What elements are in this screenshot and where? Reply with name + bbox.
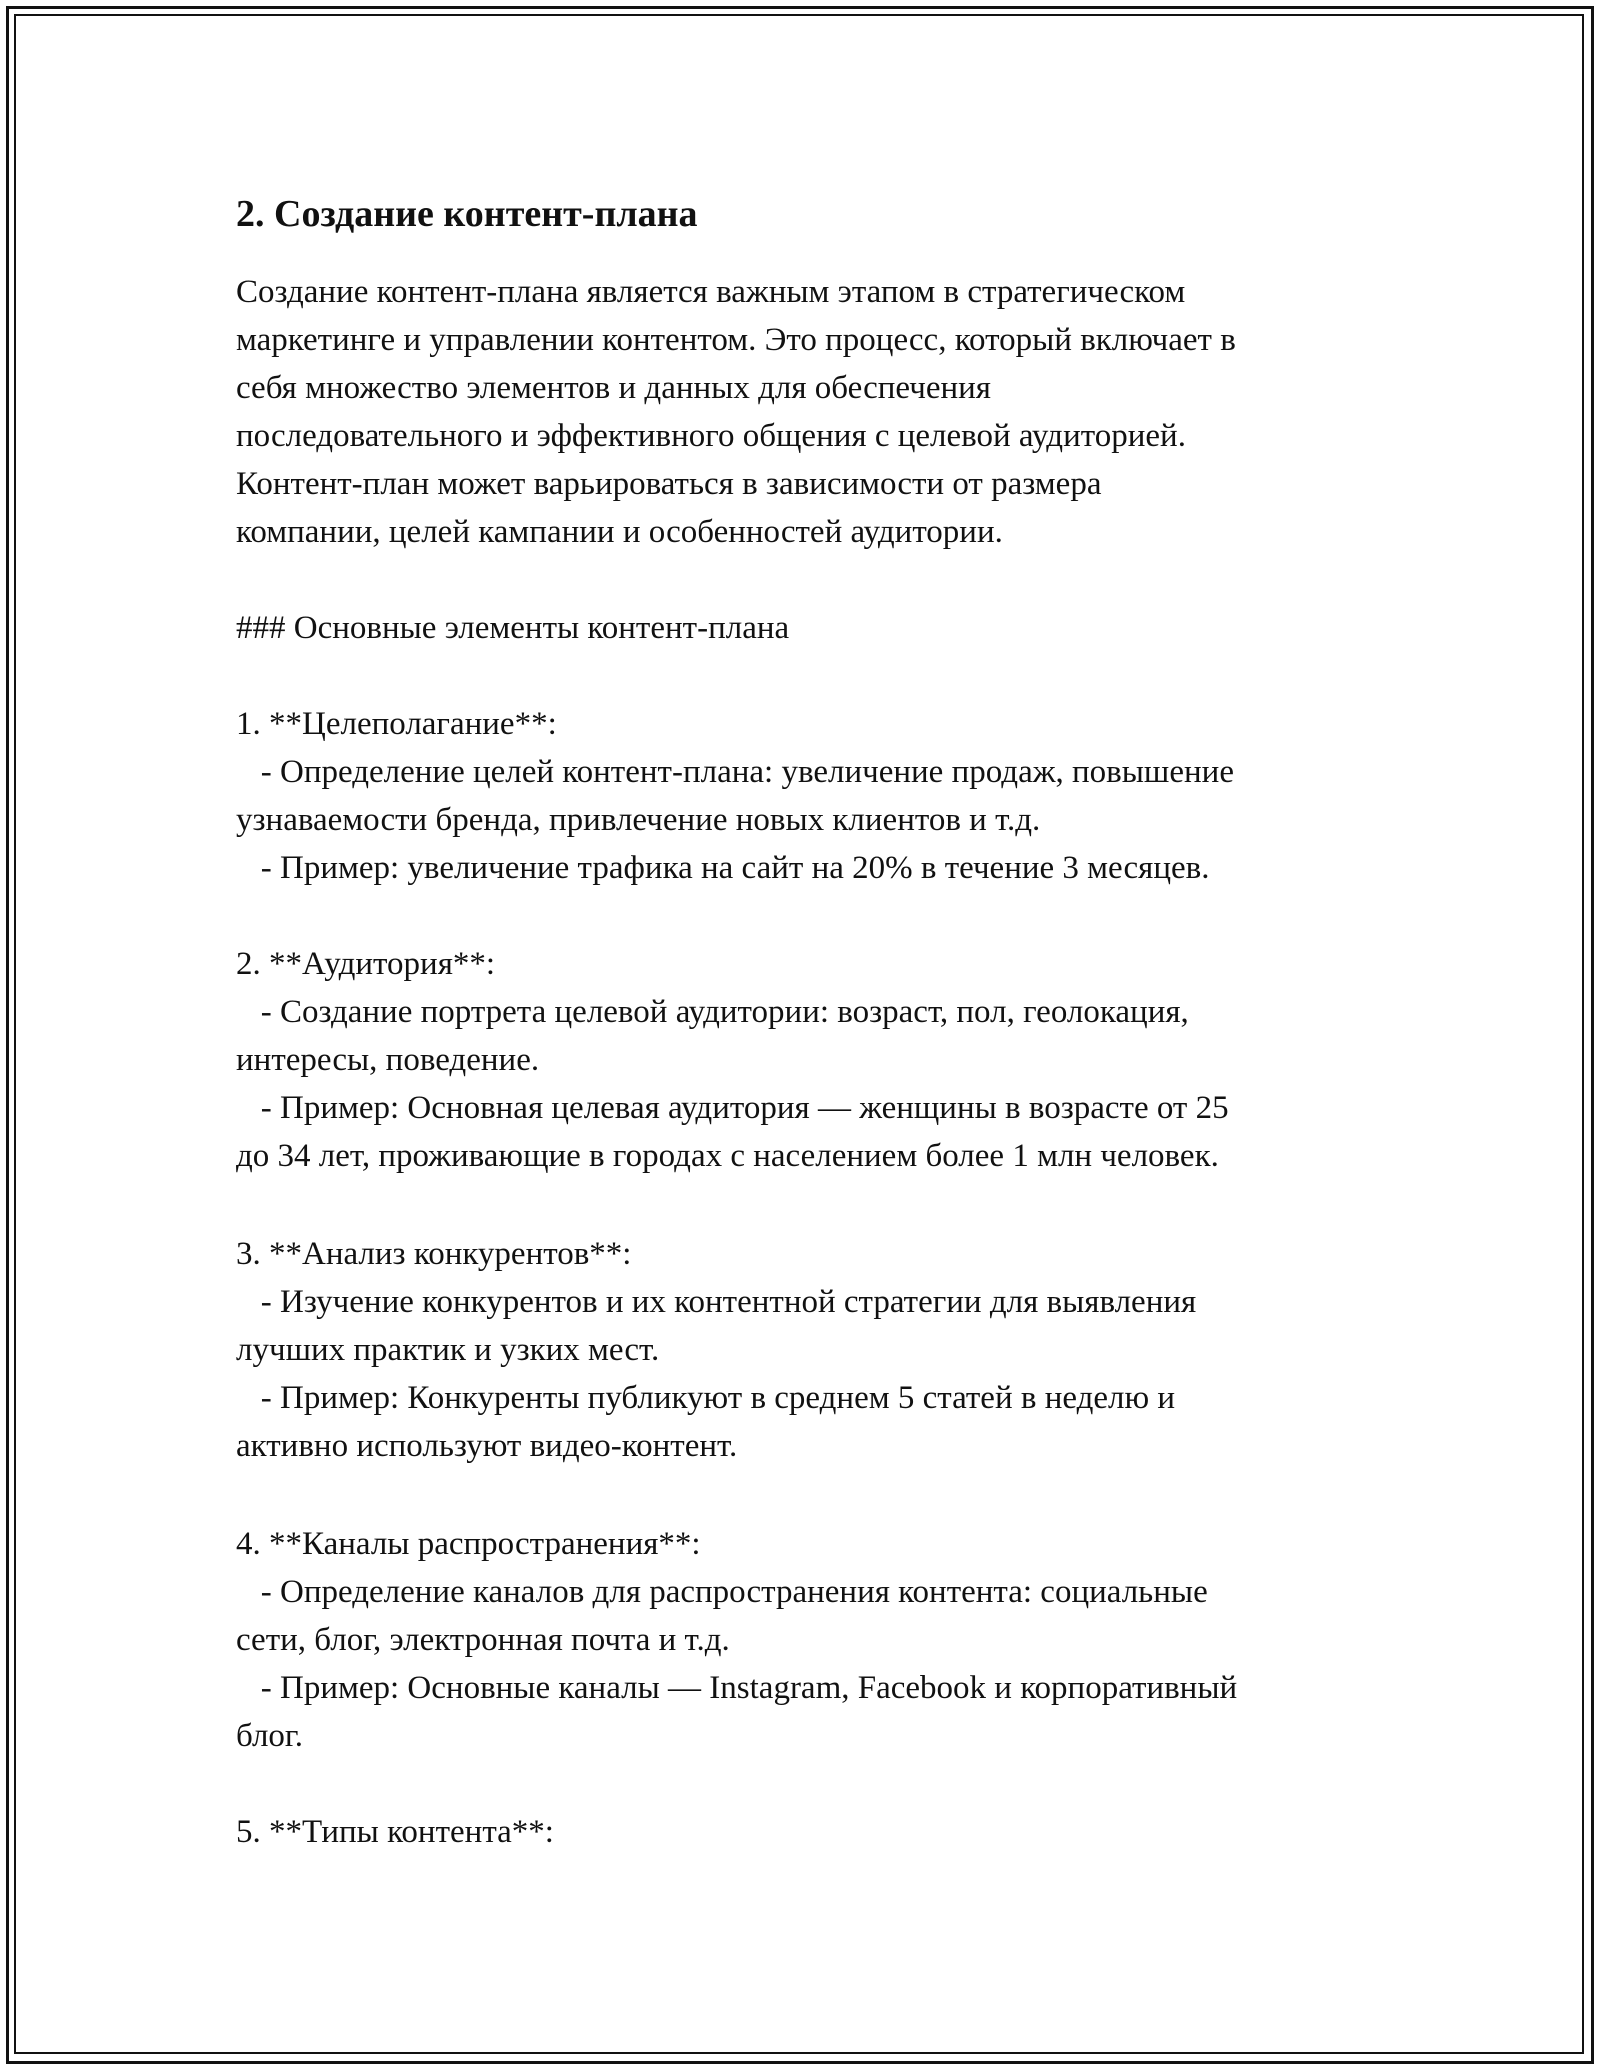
intro-line: компании, целей кампании и особенностей аудитории. xyxy=(236,514,1003,550)
list-item-line: узнаваемости бренда, привлечение новых клиентов и т.д. xyxy=(236,802,1041,838)
intro-line: Контент-план может варьироваться в зависимости от размера xyxy=(236,466,1102,502)
intro-line: себя множество элементов и данных для обеспечения xyxy=(236,370,991,406)
list-item-line: - Пример: Основная целевая аудитория — женщины в возрасте от 25 xyxy=(236,1090,1229,1126)
list-item-title: 5. **Типы контента**: xyxy=(236,1814,554,1850)
list-item-line: до 34 лет, проживающие в городах с населением более 1 млн человек. xyxy=(236,1138,1219,1174)
intro-line: последовательного и эффективного общения с целевой аудиторией. xyxy=(236,418,1186,454)
list-item-title: 2. **Аудитория**: xyxy=(236,946,496,982)
intro-line: маркетинге и управлении контентом. Это процесс, который включает в xyxy=(236,322,1236,358)
list-item-line: - Пример: Конкуренты публикуют в среднем 5 статей в неделю и xyxy=(236,1380,1176,1416)
list-item-line: интересы, поведение. xyxy=(236,1042,540,1078)
subheading: ### Основные элементы контент-плана xyxy=(236,610,790,646)
list-item-line: - Определение каналов для распространения контента: социальные xyxy=(236,1574,1208,1610)
intro-line: Создание контент-плана является важным этапом в стратегическом xyxy=(236,274,1186,310)
list-item-line: лучших практик и узких мест. xyxy=(236,1332,660,1368)
list-item-title: 3. **Анализ конкурентов**: xyxy=(236,1236,632,1272)
list-item-line: - Пример: увеличение трафика на сайт на 20% в течение 3 месяцев. xyxy=(236,850,1210,886)
list-item-line: - Пример: Основные каналы — Instagram, Facebook и корпоративный xyxy=(236,1670,1238,1706)
section-heading: 2. Создание контент-плана xyxy=(236,193,698,235)
list-item-line: сети, блог, электронная почта и т.д. xyxy=(236,1622,730,1658)
list-item-title: 1. **Целеполагание**: xyxy=(236,706,557,742)
list-item-line: блог. xyxy=(236,1718,303,1754)
list-item-line: - Изучение конкурентов и их контентной стратегии для выявления xyxy=(236,1284,1197,1320)
list-item-title: 4. **Каналы распространения**: xyxy=(236,1526,701,1562)
list-item-line: активно используют видео-контент. xyxy=(236,1428,738,1464)
list-item-line: - Определение целей контент-плана: увеличение продаж, повышение xyxy=(236,754,1234,790)
list-item-line: - Создание портрета целевой аудитории: возраст, пол, геолокация, xyxy=(236,994,1189,1030)
